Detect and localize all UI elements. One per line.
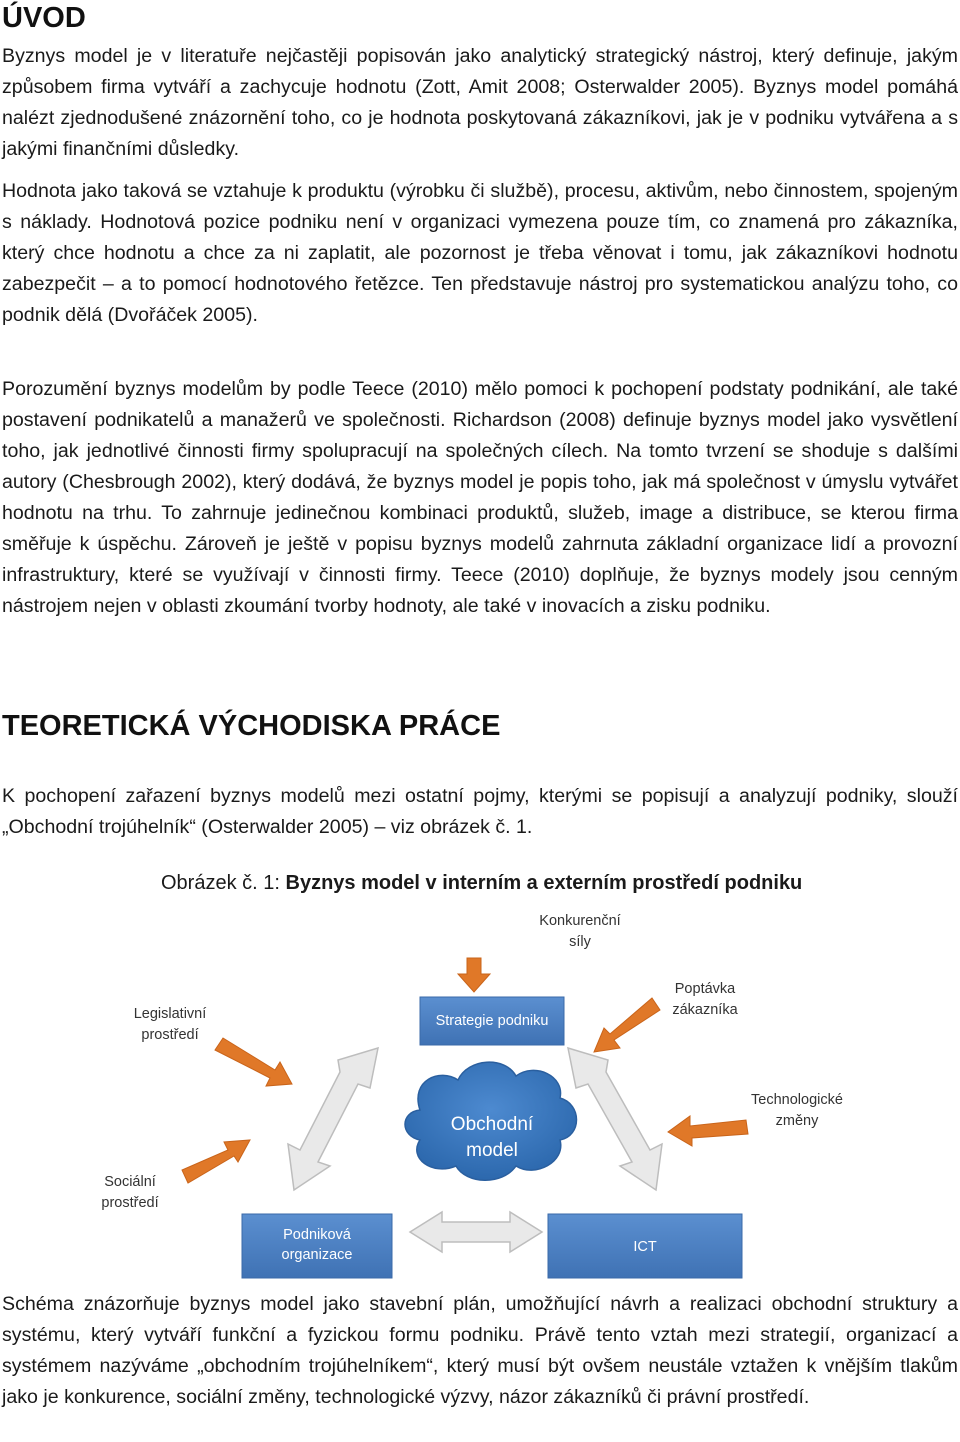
arrow-strategy-to-ict <box>568 1048 662 1190</box>
label-technology-2: změny <box>775 1113 819 1129</box>
label-social-1: Sociální <box>104 1174 156 1190</box>
cloud-label-1: Obchodní <box>450 1114 534 1135</box>
paragraph-2: Hodnota jako taková se vztahuje k produktu (výrobku či službě), procesu, aktivům, nebo činnostem, spojeným s náklady. Hodnotová pozice podniku není v organizaci vymezena pouze tím, co znamená pro zákazníka, který chce hodnotu a chce za ni zaplatit, ale pozornost je třeba věnovat i tomu, jak zákazníkovi hodnotu zabezpečit – a to pomocí hodnotového řetězce. Ten představuje nástroj pro systematickou analýzu toho, co podnik dělá (Dvořáček 2005). <box>2 180 958 326</box>
label-competition-2: síly <box>569 934 591 950</box>
figure-caption <box>161 868 802 899</box>
business-model-cloud <box>405 1062 577 1180</box>
caption-prefix: Obrázek č. 1: <box>161 872 286 894</box>
paragraph-4: K pochopení zařazení byznys modelů mezi ostatní pojmy, kterými se popisují a analyzují podniky, slouží „Obchodní trojúhelník“ (Osterwalder 2005) – viz obrázek č. 1. <box>2 785 958 838</box>
label-legislative-2: prostředí <box>141 1027 199 1043</box>
strategy-label: Strategie podniku <box>435 1013 549 1029</box>
arrow-demand <box>594 998 660 1052</box>
label-demand-2: zákazníka <box>672 1002 738 1018</box>
paragraph-1: Byznys model je v literatuře nejčastěji popisován jako analytický strategický nástroj, který definuje, jakým způsobem firma vytváří a zachycuje hodnotu (Zott, Amit 2008; Osterwalder 2005). Byznys model pomáhá nalézt zjednodušené znázornění toho, co je hodnota poskytovaná zákazníkovi, jak je v podniku vytvářena a s jakými finančními důsledky. <box>2 45 958 160</box>
ict-box <box>548 1214 742 1278</box>
label-legislative-1: Legislativní <box>133 1006 207 1022</box>
cloud-label-2: model <box>466 1140 518 1161</box>
label-competition-1: Konkurenční <box>539 913 621 929</box>
arrow-competition <box>458 958 490 992</box>
arrow-social <box>182 1140 250 1183</box>
label-technology-1: Technologické <box>751 1092 843 1108</box>
paragraph-3: Porozumění byznys modelům by podle Teece (2010) mělo pomoci k pochopení podstaty podnikání, ale také postavení podnikatelů a manažerů ve společnosti. Richardson (2008) definuje byznys model jako vysvětlení toho, jak jednotlivé činnosti firmy spolupracují na společných cílech. Na tomto tvrzení se shoduje s dalšími autory (Chesbrough 2002), který dodává, že byznys model je popis toho, jak má společnost v úmyslu vytvářet hodnotu na trhu. To zahrnuje jedinečnou kombinaci produktů, služeb, image a distribuce, se kterou firma směřuje k úspěchu. Zároveň je ještě v popisu byznys modelů zahrnuta základní organizace lidí a provozní infrastruktury, které se využívají v činnosti firmy. Teece (2010) doplňuje, že byznys modely jsou cenným nástrojem nejen v oblasti zkoumání tvorby hodnoty, ale také v inovacích a zisku podniku. <box>2 378 958 617</box>
label-demand-1: Poptávka <box>674 981 736 997</box>
heading-intro: ÚVOD <box>2 2 86 34</box>
ict-label: ICT <box>633 1239 657 1255</box>
organization-label-1: Podniková <box>283 1227 351 1243</box>
arrow-technology <box>668 1116 748 1146</box>
label-social-2: prostředí <box>101 1195 159 1211</box>
organization-label-2: organizace <box>281 1247 353 1263</box>
arrow-legislative <box>215 1038 292 1086</box>
paragraph-5: Schéma znázorňuje byznys model jako stavební plán, umožňující návrh a realizaci obchodní struktury a systému, který vytváří funkční a fyzickou formu podniku. Právě tento vztah mezi strategií, organizací a systémem nazýváme „obchodním trojúhelníkem“, který musí být ovšem neustále vztažen k vnějším tlakům jako je konkurence, sociální změny, technologické výzvy, názor zákazníků či právní prostředí. <box>2 1293 958 1408</box>
caption-title: Byznys model v interním a externím prostředí podniku <box>285 872 803 894</box>
arrow-organization-to-ict <box>410 1212 542 1252</box>
business-model-diagram <box>0 900 960 1285</box>
arrow-strategy-to-organization <box>288 1048 378 1190</box>
strategy-box <box>420 997 564 1045</box>
organization-box <box>242 1214 392 1278</box>
heading-theory: TEORETICKÁ VÝCHODISKA PRÁCE <box>2 710 501 742</box>
